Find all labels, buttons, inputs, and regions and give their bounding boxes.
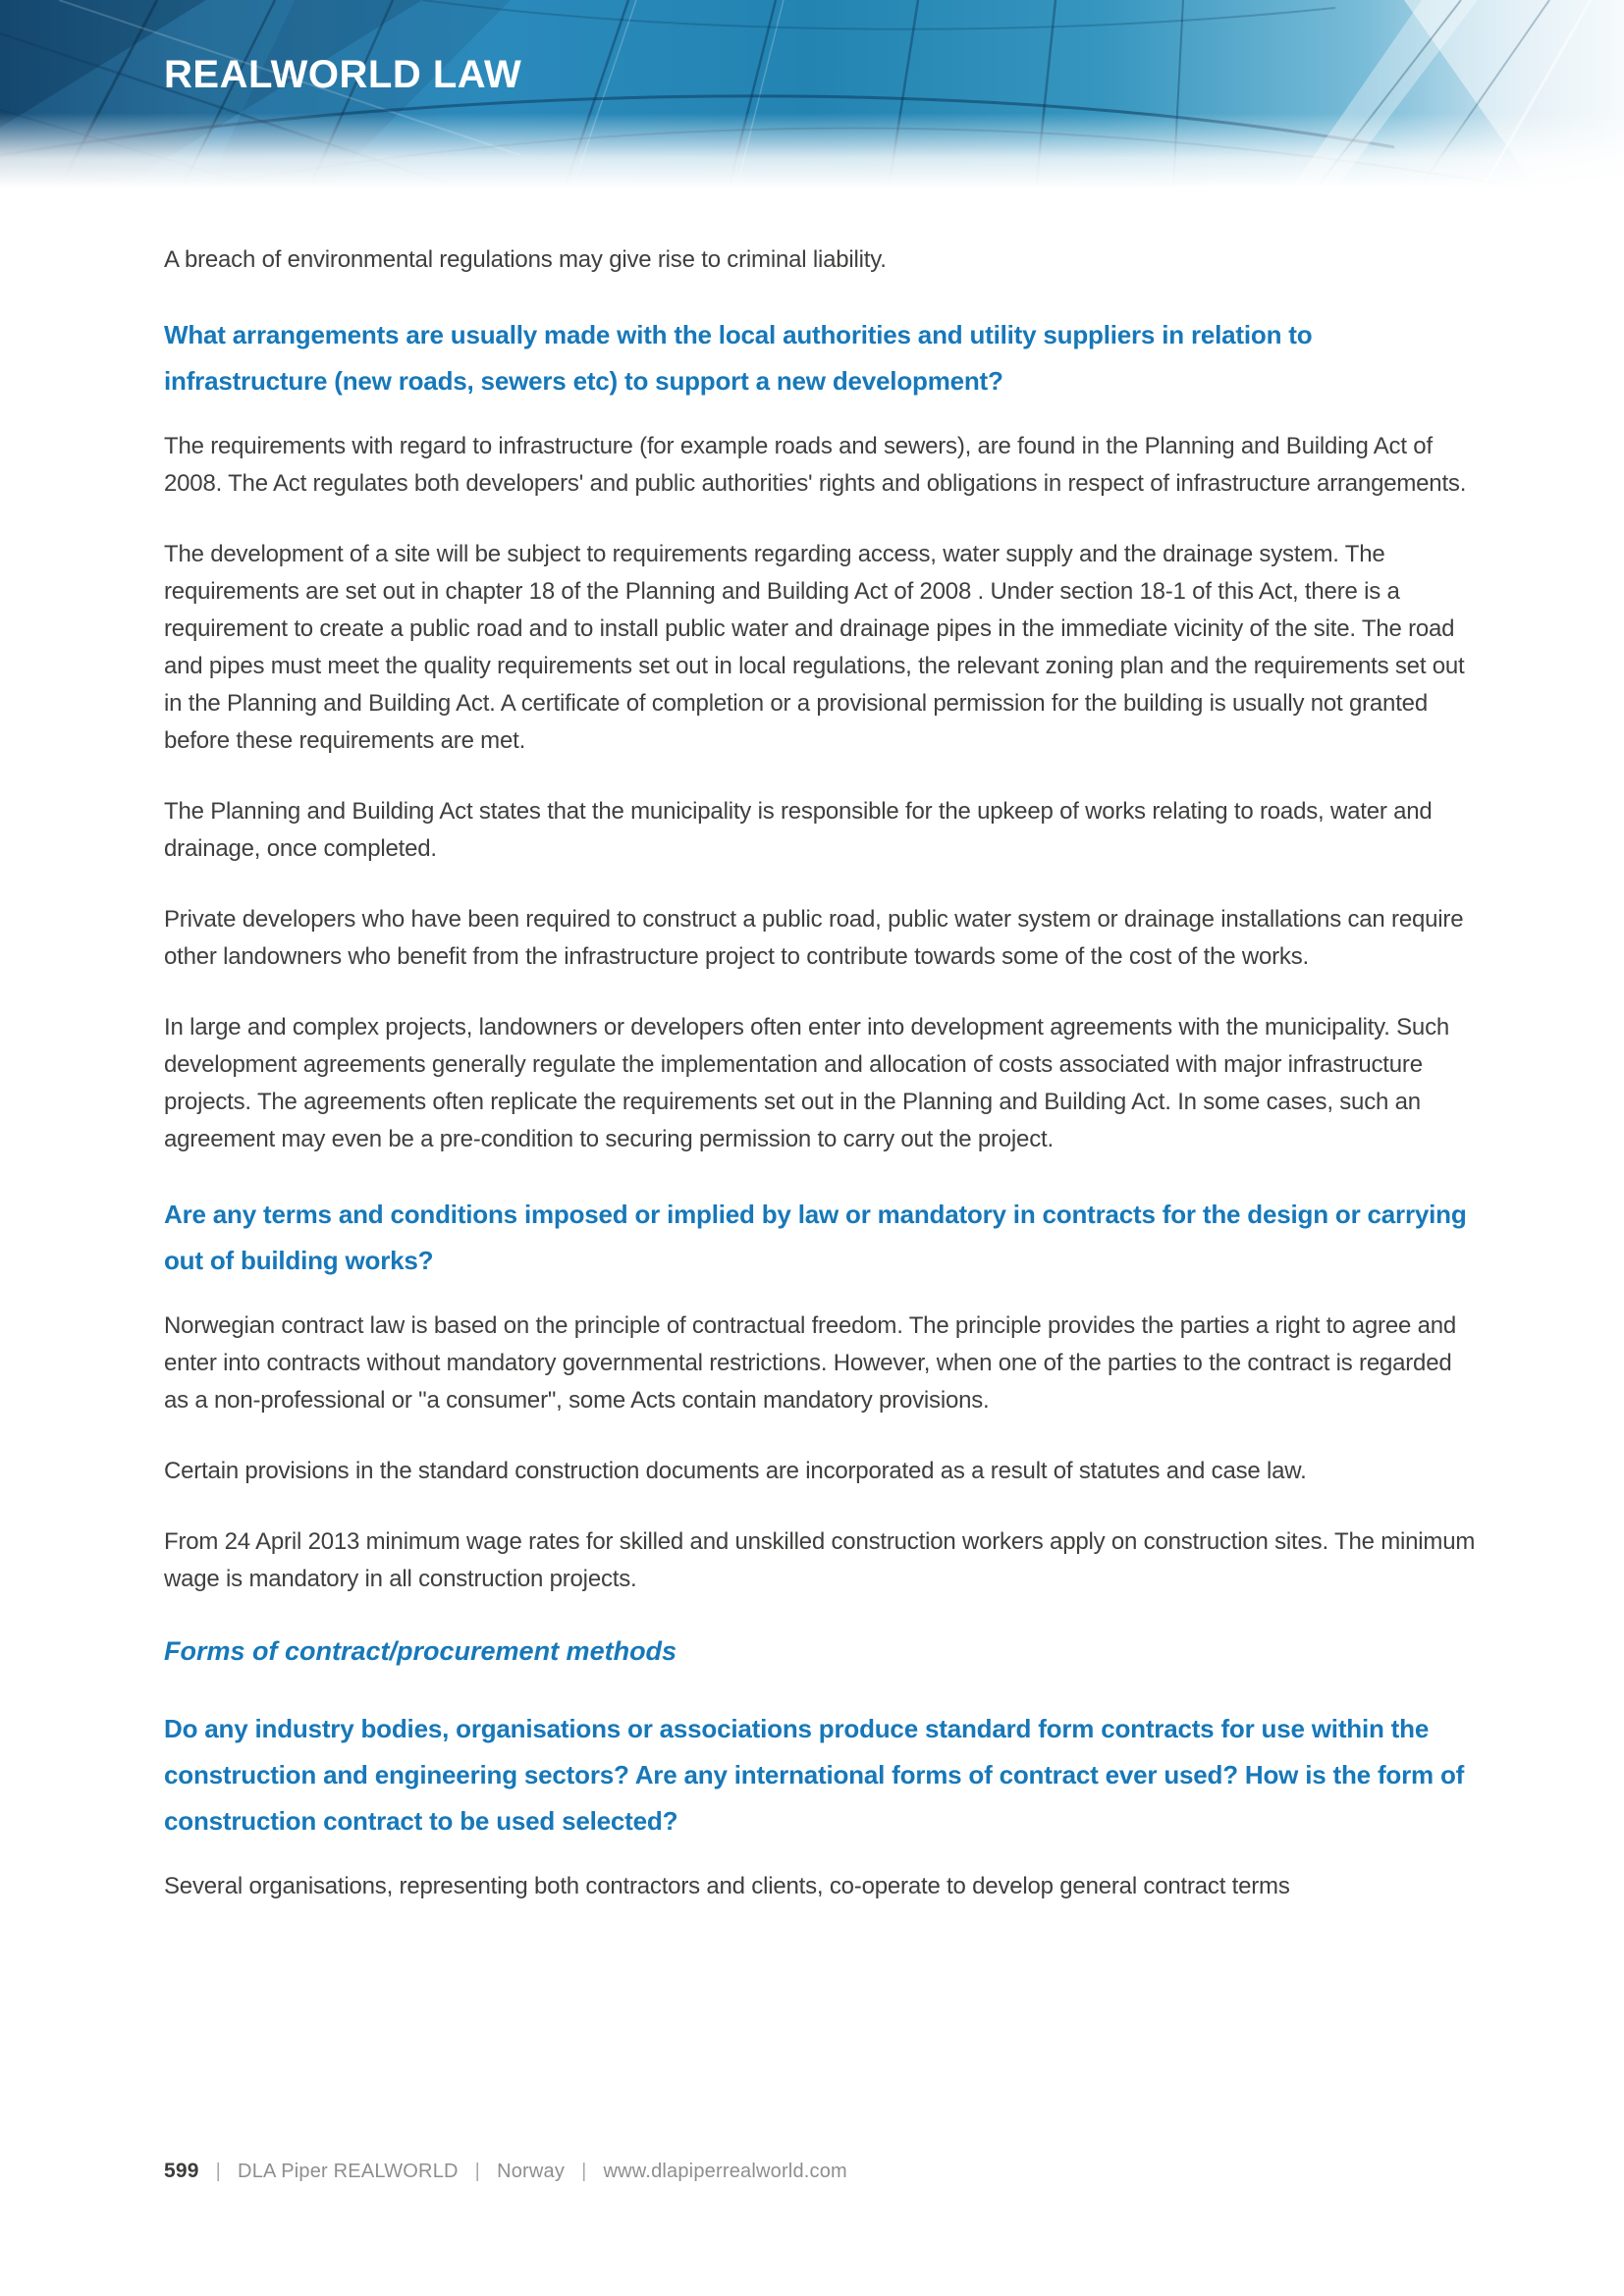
paragraph: Private developers who have been required to construct a public road, public water system or drainage installations can require other landowners who benefit from the infrastructure project to contribute towards some of the cost of the works.: [164, 906, 1464, 970]
page-number: 599: [164, 2160, 199, 2182]
paragraph: In large and complex projects, landowners or developers often enter into development agreements with the municipality. Such development agreements generally regulate the implementation and allocation of costs associated with major infrastructure projects. The agreements often replicate the requirements set out in the Planning and Building Act. In some cases, such an agreement may even be a pre-condition to securing permission to carry out the project.: [164, 1014, 1450, 1152]
brand-title: REALWORLD LAW: [164, 53, 522, 96]
paragraph: Several organisations, representing both contractors and clients, co-operate to develop general contract terms: [164, 1873, 1290, 1899]
separator: |: [215, 2161, 222, 2182]
paragraph: From 24 April 2013 minimum wage rates for skilled and unskilled construction workers apply on construction sites. The minimum wage is mandatory in all construction projects.: [164, 1528, 1476, 1592]
page-footer: [164, 2160, 847, 2183]
brand-label: DLA Piper REALWORLD: [238, 2161, 459, 2182]
section-subheading: Forms of contract/procurement methods: [164, 1636, 677, 1666]
page-content: [164, 188, 1477, 1939]
question-heading: What arrangements are usually made with the local authorities and utility suppliers in relation to infrastructure (new roads, sewers etc) to support a new development?: [164, 320, 1313, 396]
paragraph: Certain provisions in the standard construction documents are incorporated as a result of statutes and case law.: [164, 1458, 1307, 1484]
separator: |: [581, 2161, 587, 2182]
paragraph: The development of a site will be subject to requirements regarding access, water supply and the drainage system. The requirements are set out in chapter 18 of the Planning and Building Act of 2008 . Under section 18-1 of this Act, there is a requirement to create a public road and to install public water and drainage pipes in the immediate vicinity of the site. The road and pipes must meet the quality requirements set out in local regulations, the relevant zoning plan and the requirements set out in the Planning and Building Act. A certificate of completion or a provisional permission for the building is usually not granted before these requirements are met.: [164, 541, 1465, 754]
paragraph: A breach of environmental regulations may give rise to criminal liability.: [164, 246, 887, 273]
paragraph: The Planning and Building Act states that the municipality is responsible for the upkeep of works relating to roads, water and drainage, once completed.: [164, 798, 1433, 862]
country-label: Norway: [497, 2161, 566, 2182]
paragraph: Norwegian contract law is based on the principle of contractual freedom. The principle provides the parties a right to agree and enter into contracts without mandatory governmental restrictions. However, when one of the parties to the contract is regarded as a non-professional or "a consumer", some Acts contain mandatory provisions.: [164, 1312, 1457, 1414]
header-banner: [0, 0, 1624, 188]
separator: |: [474, 2161, 481, 2182]
question-heading: Do any industry bodies, organisations or associations produce standard form contracts for use within the construction and engineering sectors? Are any international forms of contract ever used? How is the form of construction contract to be used selected?: [164, 1714, 1465, 1836]
paragraph: The requirements with regard to infrastructure (for example roads and sewers), are found in the Planning and Building Act of 2008. The Act regulates both developers' and public authorities' rights and obligations in respect of infrastructure arrangements.: [164, 433, 1467, 497]
question-heading: Are any terms and conditions imposed or implied by law or mandatory in contracts for the design or carrying out of building works?: [164, 1200, 1467, 1275]
website-link[interactable]: www.dlapiperrealworld.com: [603, 2161, 847, 2182]
